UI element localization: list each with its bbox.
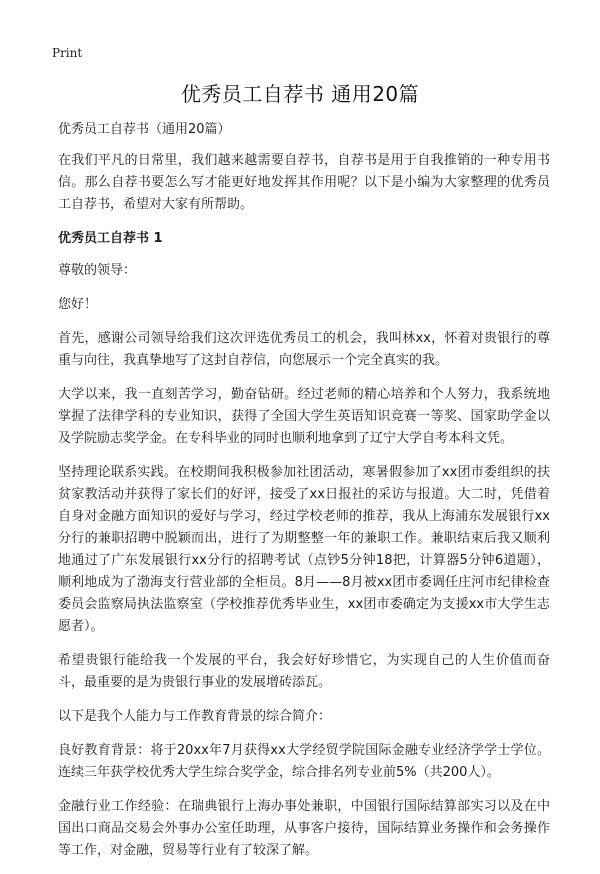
document-subtitle: 优秀员工自荐书（通用20篇） — [58, 122, 231, 137]
body-paragraph: 坚持理论联系实践。在校期间我积极参加社团活动，寒暑假参加了xx团市委组织的扶贫家教活动并获得了家长们的好评，接受了xx日报社的采访与报道。大二时，凭借着自身对金融方面知识的爱好与学习，经过学校老师的推荐，我从上海浦东发展银行xx分行的兼职招聘中脱颖而出，进行了为期整整一年的兼职工作。兼职结束后我又顺利地通过了广东发展银行xx分行的招聘考试（点钞5分钟18把，计算器5分钟6道题），顺利地成为了渤海支行营业部的全柜员。8月——8月被xx团市委调任庄河市纪律检查委员会监察局执法监察室（学校推荐优秀毕业生，xx团市委确定为支援xx市大学生志愿者）。 — [58, 465, 550, 634]
body-paragraph: 以下是我个人能力与工作教育背景的综合简介： — [58, 709, 332, 724]
section-heading: 优秀员工自荐书 1 — [58, 231, 163, 246]
body-paragraph: 金融行业工作经验：在瑞典银行上海办事处兼职，中国银行国际结算部实习以及在中国出口商品交易会外事办公室任助理，从事客户接待，国际结算业务操作和会务操作等工作，对金融，贸易等行业有了较深了解。 — [58, 799, 550, 858]
body-paragraph: 大学以来，我一直刻苦学习，勤奋钻研。经过老师的精心培养和个人努力，我系统地掌握了法律学科的专业知识，获得了全国大学生英语知识竞赛一等奖、国家助学金以及学院励志奖学金。在专科毕业的同时也顺利地拿到了辽宁大学自考本科文凭。 — [58, 387, 550, 446]
document-title: 优秀员工自荐书 通用20篇 — [180, 82, 420, 106]
hello-line: 您好！ — [58, 297, 98, 312]
body-paragraph: 首先，感谢公司领导给我们这次评选优秀员工的机会，我叫林xx，怀着对贵银行的尊重与向往，我真挚地写了这封自荐信，向您展示一个完全真实的我。 — [58, 331, 550, 368]
document-body — [58, 120, 550, 874]
print-link[interactable]: Print — [52, 46, 83, 60]
body-paragraph: 希望贵银行能给我一个发展的平台，我会好好珍惜它，为实现自己的人生价值而奋斗，最重要的是为贵银行事业的发展增砖添瓦。 — [58, 653, 550, 690]
greeting-line: 尊敬的领导： — [58, 263, 137, 278]
intro-paragraph: 在我们平凡的日常里，我们越来越需要自荐书，自荐书是用于自我推销的一种专用书信。那么自荐书要怎么写才能更好地发挥其作用呢？以下是小编为大家整理的优秀员工自荐书，希望对大家有所帮助。 — [58, 153, 550, 212]
body-paragraph: 良好教育背景：将于20xx年7月获得xx大学经贸学院国际金融专业经济学学士学位。连续三年获学校优秀大学生综合奖学金，综合排名列专业前5%（共200人）。 — [58, 743, 550, 780]
